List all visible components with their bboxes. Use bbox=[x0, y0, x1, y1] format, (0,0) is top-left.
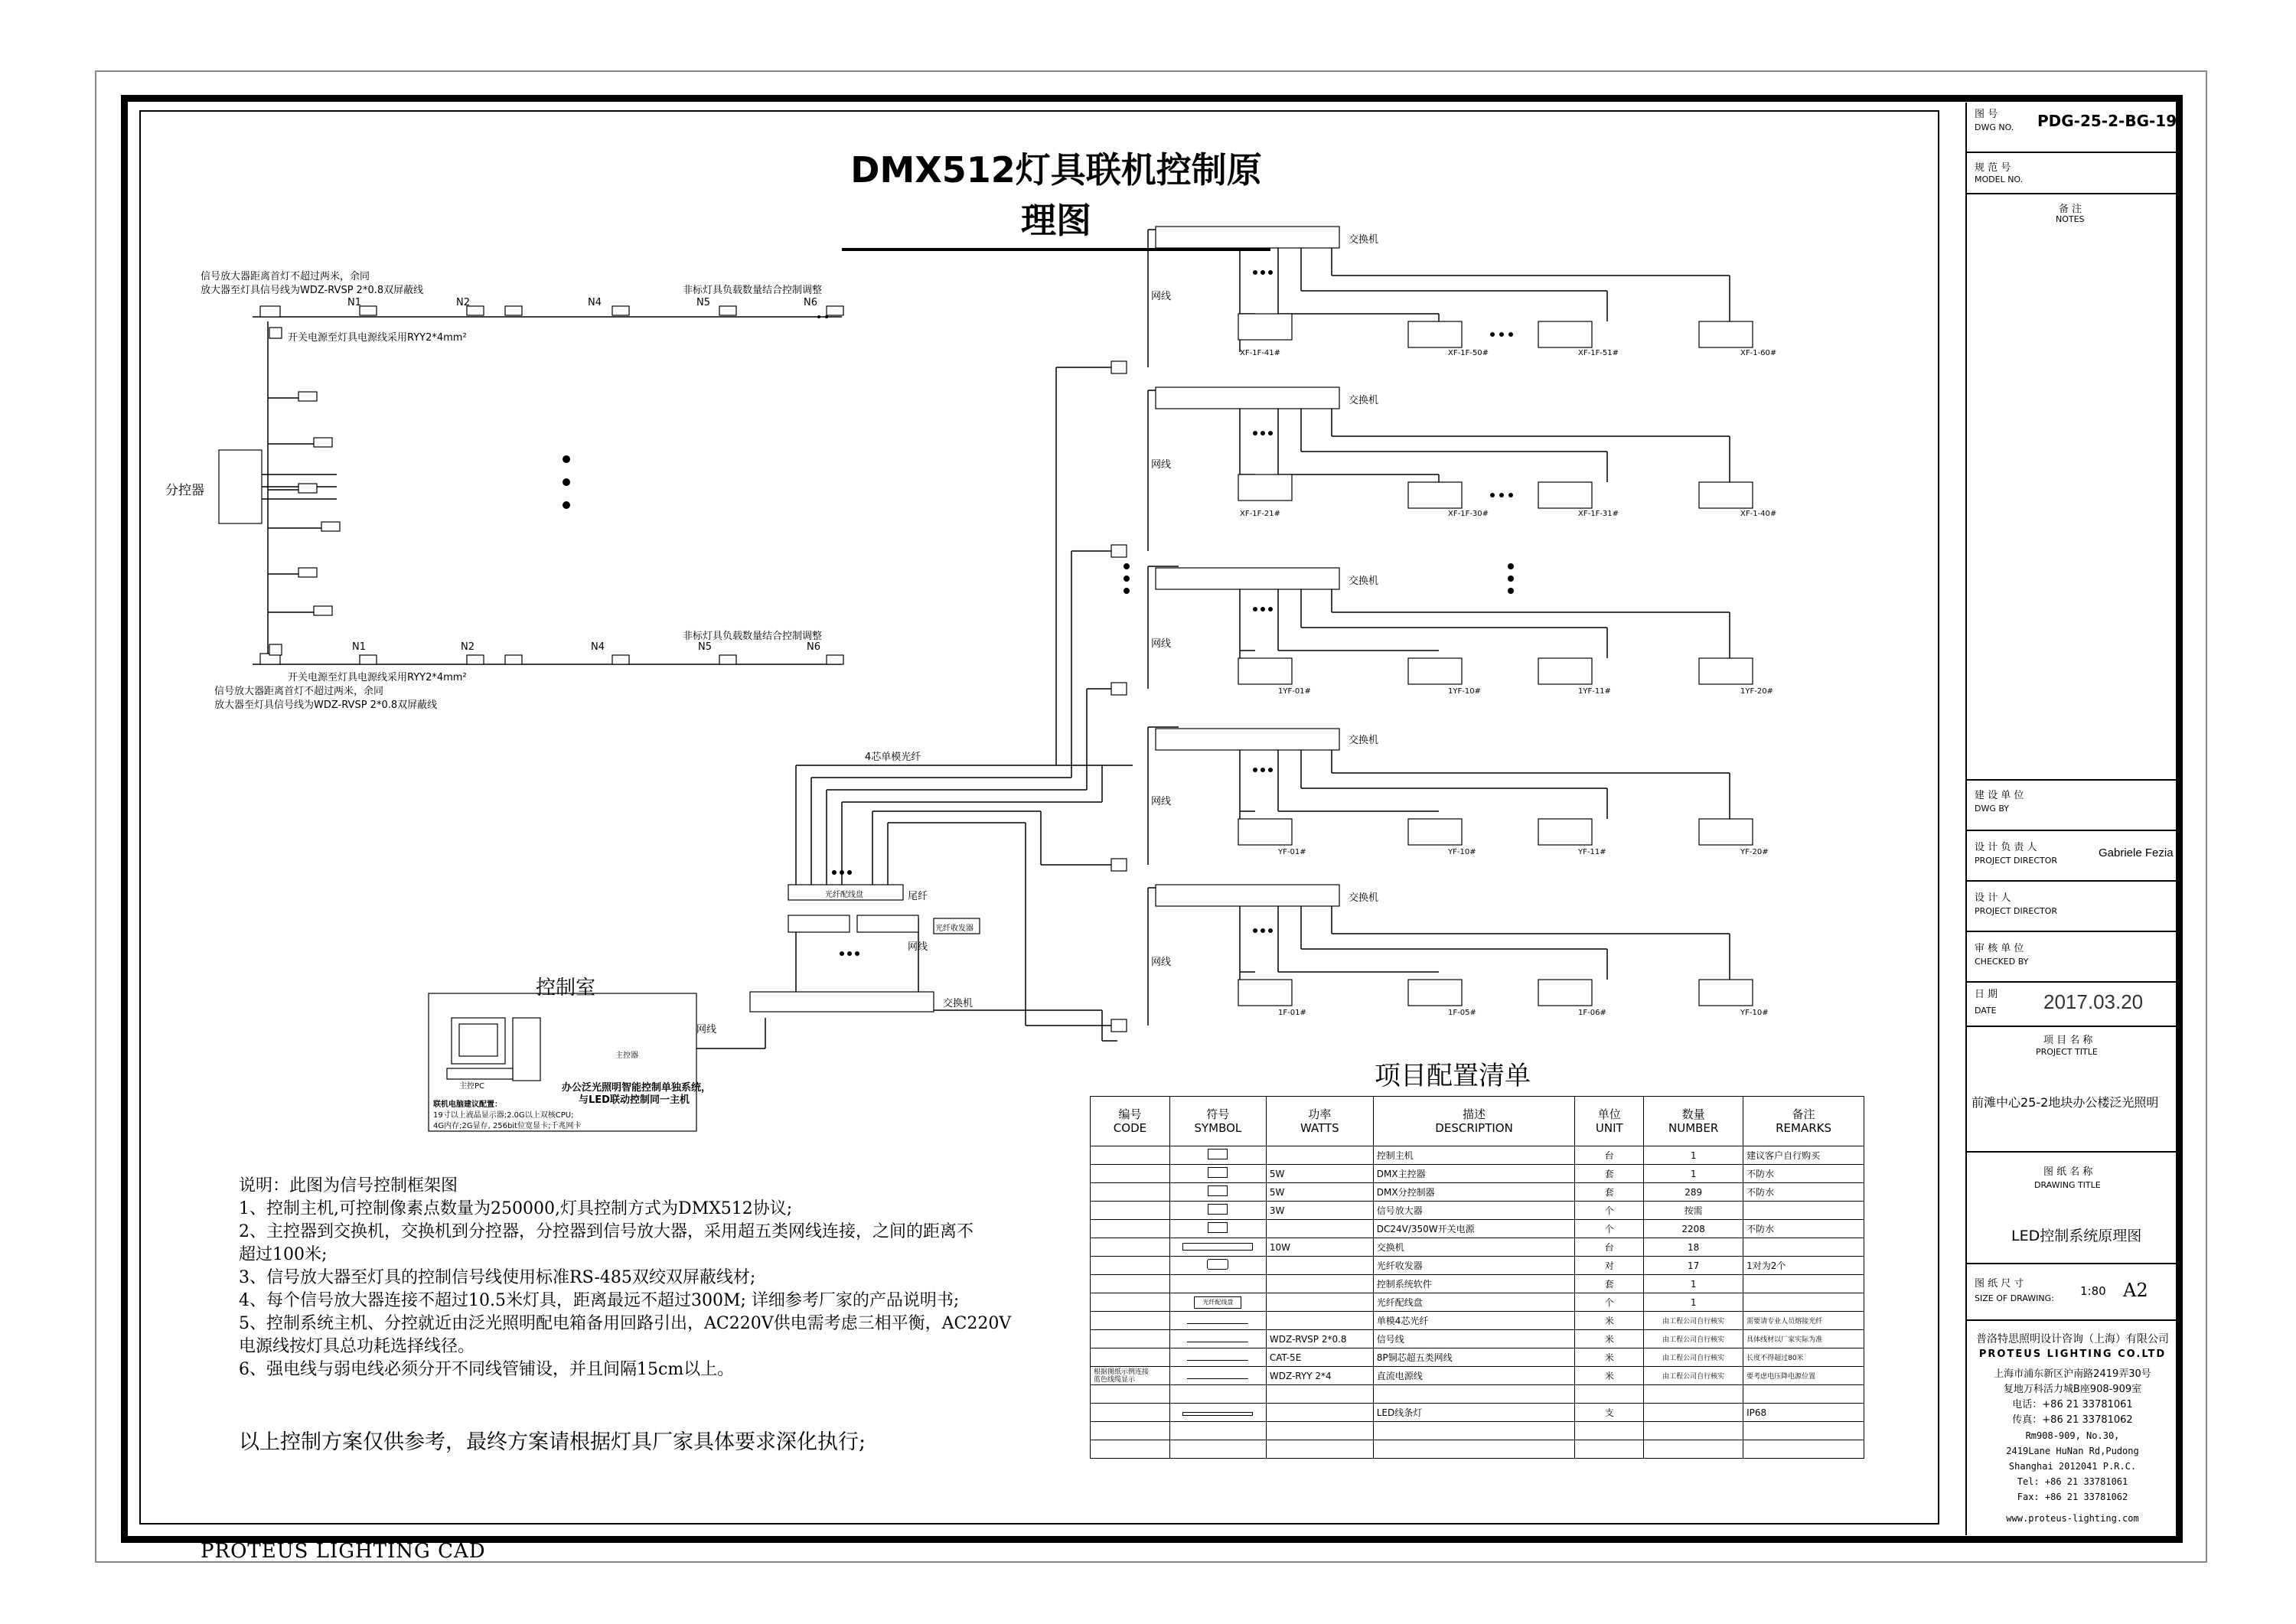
bom-unit-cell: 米 bbox=[1575, 1312, 1644, 1330]
bom-symbol-icon bbox=[1208, 1167, 1228, 1178]
bom-watts-cell bbox=[1266, 1385, 1373, 1404]
bom-remarks-cell: 需要请专业人员熔接光纤 bbox=[1743, 1312, 1864, 1330]
bom-row bbox=[1091, 1275, 1864, 1293]
top-load-note: 非标灯具负载数量结合控制调整 bbox=[683, 285, 823, 296]
switch-label: 交换机 bbox=[1349, 234, 1379, 246]
bom-desc-cell: 光纤配线盘 bbox=[1373, 1293, 1575, 1312]
tb-label: 设 计 人 bbox=[1975, 892, 2011, 904]
tb-address-cn-1: 上海市浦东新区沪南路2419弄30号 bbox=[1994, 1368, 2151, 1380]
amplifier-label: XF-1F-41# bbox=[1240, 349, 1281, 357]
tb-company-cn: 普洛特思照明设计咨询（上海）有限公司 bbox=[1976, 1333, 2169, 1345]
bom-unit-cell bbox=[1575, 1422, 1644, 1440]
amplifier-label: XF-1F-30# bbox=[1448, 510, 1489, 518]
bom-row bbox=[1091, 1202, 1864, 1220]
tail-fiber-label: 尾纤 bbox=[908, 891, 928, 902]
bom-watts-cell bbox=[1266, 1146, 1373, 1165]
bom-symbol-cell bbox=[1169, 1348, 1266, 1367]
amplifier-label: 1F-01# bbox=[1278, 1009, 1306, 1017]
bom-number-cell: 2208 bbox=[1644, 1220, 1743, 1238]
bom-row bbox=[1091, 1348, 1864, 1367]
tb-label: 备 注 bbox=[2059, 204, 2082, 215]
bom-number-cell bbox=[1644, 1422, 1743, 1440]
network-label: 网线 bbox=[1151, 638, 1172, 650]
tb-label: PROJECT DIRECTOR bbox=[1975, 856, 2058, 866]
bom-number-cell: 由工程公司自行核实 bbox=[1644, 1330, 1743, 1348]
note-line: 4、每个信号放大器连接不超过10.5米灯具，距离最远不超过300M; 详细参考厂家的产品说明书; bbox=[239, 1291, 960, 1310]
notes-heading: 说明：此图为信号控制框架图 bbox=[239, 1176, 458, 1195]
bom-unit-cell: 米 bbox=[1575, 1330, 1644, 1348]
drawing-title: DMX512灯具联机控制原理图 bbox=[842, 142, 1270, 251]
bom-number-cell: 由工程公司自行核实 bbox=[1644, 1348, 1743, 1367]
tb-drawing-title-row bbox=[1967, 1153, 2178, 1264]
bom-symbol-cell bbox=[1169, 1257, 1266, 1275]
office-note-2: 与LED联动控制同一主机 bbox=[579, 1094, 690, 1106]
bom-desc-cell: 信号放大器 bbox=[1373, 1202, 1575, 1220]
note-line: 3、信号放大器至灯具的控制信号线使用标准RS-485双绞双屏蔽线材; bbox=[239, 1268, 756, 1287]
bom-watts-cell bbox=[1266, 1293, 1373, 1312]
amplifier-label: YF-20# bbox=[1740, 848, 1769, 856]
bom-number-cell: 1 bbox=[1644, 1275, 1743, 1293]
switch-label: 交换机 bbox=[1349, 576, 1379, 587]
bom-symbol-icon: 光纤配线盘 bbox=[1194, 1296, 1241, 1309]
fiber-label: 4芯单模光纤 bbox=[865, 752, 921, 763]
note-line: 超过100米; bbox=[239, 1245, 328, 1264]
bom-symbol-cell bbox=[1169, 1422, 1266, 1440]
bom-remarks-cell: 要考虑电压降电源位置 bbox=[1743, 1367, 1864, 1385]
bom-unit-cell bbox=[1575, 1440, 1644, 1459]
tb-label: DATE bbox=[1975, 1006, 1997, 1016]
amplifier-label: 1F-05# bbox=[1448, 1009, 1476, 1017]
top-power-note: 开关电源至灯具电源线采用RYY2*4mm² bbox=[288, 332, 467, 344]
amplifier-label: XF-1-40# bbox=[1740, 510, 1777, 518]
tb-label: DWG BY bbox=[1975, 804, 2010, 814]
tb-address-en-3: Shanghai 2012041 P.R.C. bbox=[2008, 1461, 2137, 1472]
bom-number-cell: 1 bbox=[1644, 1165, 1743, 1183]
amplifier-label: YF-11# bbox=[1578, 848, 1606, 856]
bottom-n-label: N5 bbox=[698, 641, 712, 653]
tb-label: PROJECT DIRECTOR bbox=[1975, 906, 2058, 916]
bom-code-cell bbox=[1091, 1293, 1170, 1312]
bom-row bbox=[1091, 1183, 1864, 1202]
bom-symbol-icon bbox=[1182, 1412, 1253, 1416]
tb-scale: 1:80 bbox=[2080, 1284, 2106, 1298]
bom-unit-cell: 支 bbox=[1575, 1404, 1644, 1422]
bom-unit-cell bbox=[1575, 1385, 1644, 1404]
bom-remarks-cell: 不防水 bbox=[1743, 1165, 1864, 1183]
tb-date: 2017.03.20 bbox=[2043, 990, 2144, 1013]
bom-symbol-cell bbox=[1169, 1293, 1266, 1312]
tb-company-block bbox=[1967, 1321, 2178, 1528]
bom-symbol-cell bbox=[1169, 1238, 1266, 1257]
bom-unit-cell: 台 bbox=[1575, 1238, 1644, 1257]
bottom-amplifier-note-1: 信号放大器距离首灯不超过两米，余同 bbox=[214, 686, 384, 697]
bom-watts-cell bbox=[1266, 1275, 1373, 1293]
bom-symbol-cell bbox=[1169, 1385, 1266, 1404]
bom-row bbox=[1091, 1385, 1864, 1404]
tb-project-row bbox=[1967, 1027, 2178, 1153]
bom-number-cell: 289 bbox=[1644, 1183, 1743, 1202]
controller-label: 主控器 bbox=[615, 1052, 638, 1060]
bom-remarks-cell: 具体线材以厂家实际为准 bbox=[1743, 1330, 1864, 1348]
tb-fax-en: Fax: +86 21 33781062 bbox=[2017, 1492, 2128, 1502]
note-line: 1、控制主机,可控制像素点数量为250000,灯具控制方式为DMX512协议; bbox=[239, 1199, 793, 1218]
bom-remarks-cell bbox=[1743, 1293, 1864, 1312]
amplifier-label: YF-10# bbox=[1740, 1009, 1769, 1017]
tb-tel-en: Tel: +86 21 33781061 bbox=[2017, 1476, 2128, 1487]
bom-header: 备注 REMARKS bbox=[1743, 1097, 1864, 1146]
bom-number-cell: 17 bbox=[1644, 1257, 1743, 1275]
bom-remarks-cell: 1对为2个 bbox=[1743, 1257, 1864, 1275]
bom-unit-cell: 套 bbox=[1575, 1165, 1644, 1183]
bom-desc-cell: 单模4芯光纤 bbox=[1373, 1312, 1575, 1330]
bom-symbol-cell bbox=[1169, 1367, 1266, 1385]
bom-watts-cell: WDZ-RVSP 2*0.8 bbox=[1266, 1330, 1373, 1348]
bom-watts-cell bbox=[1266, 1422, 1373, 1440]
bom-row bbox=[1091, 1440, 1864, 1459]
office-note-1: 办公泛光照明智能控制单独系统， bbox=[562, 1082, 712, 1094]
amplifier-label: XF-1-60# bbox=[1740, 349, 1777, 357]
amplifier-label: YF-10# bbox=[1448, 848, 1476, 856]
tb-drawing-title: LED控制系统原理图 bbox=[2011, 1228, 2142, 1244]
splitter-label: 分控器 bbox=[165, 483, 204, 498]
switch-label: 交换机 bbox=[1349, 735, 1379, 746]
bom-header: 功率 WATTS bbox=[1266, 1097, 1373, 1146]
tb-tel-cn: 电话：+86 21 33781061 bbox=[2012, 1399, 2133, 1410]
bom-watts-cell bbox=[1266, 1312, 1373, 1330]
tb-date-row bbox=[1967, 983, 2178, 1027]
bottom-n-label: N2 bbox=[461, 641, 475, 653]
bom-code-cell bbox=[1091, 1202, 1170, 1220]
bom-desc-cell: DMX主控器 bbox=[1373, 1165, 1575, 1183]
tb-dwg-by-row bbox=[1967, 781, 2178, 831]
bom-unit-cell: 套 bbox=[1575, 1275, 1644, 1293]
bom-code-cell bbox=[1091, 1440, 1170, 1459]
switch-label: 交换机 bbox=[1349, 892, 1379, 904]
bom-code-cell bbox=[1091, 1422, 1170, 1440]
bottom-power-note: 开关电源至灯具电源线采用RYY2*4mm² bbox=[288, 672, 467, 683]
pc-spec-2: 19寸以上液晶显示器;2.0G以上双核CPU; bbox=[433, 1111, 574, 1120]
bom-number-cell: 由工程公司自行核实 bbox=[1644, 1367, 1743, 1385]
bom-body bbox=[1091, 1146, 1864, 1459]
bom-row bbox=[1091, 1422, 1864, 1440]
computer-label: 主控PC bbox=[459, 1082, 485, 1091]
bom-table bbox=[1090, 1096, 1864, 1459]
tb-dwg-no: PDG-25-2-BG-19 bbox=[2037, 112, 2177, 130]
bom-symbol-icon bbox=[1208, 1222, 1228, 1233]
bom-code-cell bbox=[1091, 1385, 1170, 1404]
bom-code-cell: 根据图纸示例连接 蓝色线缆显示 bbox=[1091, 1367, 1170, 1385]
bom-symbol-cell bbox=[1169, 1146, 1266, 1165]
bom-watts-cell bbox=[1266, 1220, 1373, 1238]
bom-symbol-icon bbox=[1208, 1149, 1228, 1159]
bom-remarks-cell: 不防水 bbox=[1743, 1183, 1864, 1202]
bom-unit-cell: 米 bbox=[1575, 1348, 1644, 1367]
control-room-label: 控制室 bbox=[536, 977, 596, 1000]
bottom-n-label: N1 bbox=[352, 641, 366, 653]
bom-desc-cell: DMX分控制器 bbox=[1373, 1183, 1575, 1202]
pc-spec-1: 联机电脑建议配置： bbox=[433, 1101, 502, 1109]
bom-desc-cell: 光纤收发器 bbox=[1373, 1257, 1575, 1275]
amplifier-label: 1YF-01# bbox=[1278, 687, 1311, 696]
tb-label: 图 纸 名 称 bbox=[2043, 1166, 2093, 1178]
bom-desc-cell: 信号线 bbox=[1373, 1330, 1575, 1348]
bom-remarks-cell: 建议客户自行购买 bbox=[1743, 1146, 1864, 1165]
note-line: 2、主控器到交换机，交换机到分控器，分控器到信号放大器，采用超五类网线连接，之间的距离不 bbox=[239, 1222, 974, 1241]
bom-symbol-icon bbox=[1187, 1323, 1248, 1324]
bom-unit-cell: 对 bbox=[1575, 1257, 1644, 1275]
bom-remarks-cell bbox=[1743, 1440, 1864, 1459]
top-n-label: N2 bbox=[456, 297, 470, 308]
bom-symbol-cell bbox=[1169, 1183, 1266, 1202]
fiber-box-label: 光纤配线盘 bbox=[825, 891, 863, 899]
bom-code-cell bbox=[1091, 1257, 1170, 1275]
note-line: 6、强电线与弱电线必须分开不同线管铺设，并且间隔15cm以上。 bbox=[239, 1360, 735, 1379]
fiber-transceiver-label: 光纤收发器 bbox=[935, 925, 974, 933]
bom-symbol-cell bbox=[1169, 1165, 1266, 1183]
bom-watts-cell: WDZ-RYY 2*4 bbox=[1266, 1367, 1373, 1385]
tb-label: SIZE OF DRAWING: bbox=[1975, 1293, 2054, 1303]
amplifier-label: XF-1F-50# bbox=[1448, 349, 1489, 357]
bom-watts-cell: 3W bbox=[1266, 1202, 1373, 1220]
tb-label: MODEL NO. bbox=[1975, 174, 2024, 184]
bom-symbol-icon bbox=[1187, 1378, 1248, 1379]
tb-checked-row bbox=[1967, 932, 2178, 983]
bom-code-cell bbox=[1091, 1146, 1170, 1165]
tb-label: 项 目 名 称 bbox=[2043, 1035, 2093, 1046]
tb-label: 设 计 负 责 人 bbox=[1975, 842, 2037, 853]
jumper-label: 网线 bbox=[908, 941, 928, 953]
bom-desc-cell: 8P铜芯超五类网线 bbox=[1373, 1348, 1575, 1367]
bom-symbol-icon bbox=[1207, 1259, 1228, 1270]
bom-unit-cell: 米 bbox=[1575, 1367, 1644, 1385]
bom-remarks-cell bbox=[1743, 1385, 1864, 1404]
bom-watts-cell: CAT-5E bbox=[1266, 1348, 1373, 1367]
bom-desc-cell: 直流电源线 bbox=[1373, 1367, 1575, 1385]
bom-watts-cell: 5W bbox=[1266, 1183, 1373, 1202]
bom-header: 单位 UNIT bbox=[1575, 1097, 1644, 1146]
tb-director-name: Gabriele Fezia bbox=[2099, 846, 2174, 859]
tb-label: 规 范 号 bbox=[1975, 162, 2011, 174]
bom-remarks-cell: 长度不得超过80米 bbox=[1743, 1348, 1864, 1367]
amplifier-label: XF-1F-21# bbox=[1240, 510, 1281, 518]
bom-row bbox=[1091, 1257, 1864, 1275]
bom-code-cell bbox=[1091, 1312, 1170, 1330]
tb-designer-row bbox=[1967, 882, 2178, 932]
bom-code-cell bbox=[1091, 1238, 1170, 1257]
amplifier-label: XF-1F-51# bbox=[1578, 349, 1619, 357]
bom-remarks-cell bbox=[1743, 1202, 1864, 1220]
bom-symbol-icon bbox=[1182, 1243, 1253, 1251]
bom-unit-cell: 个 bbox=[1575, 1202, 1644, 1220]
bom-symbol-cell bbox=[1169, 1202, 1266, 1220]
bom-remarks-cell: IP68 bbox=[1743, 1404, 1864, 1422]
amplifier-label: 1YF-20# bbox=[1740, 687, 1773, 696]
bom-header-row bbox=[1091, 1097, 1864, 1146]
bom-unit-cell: 套 bbox=[1575, 1183, 1644, 1202]
note-line: 电源线按灯具总功耗选择线径。 bbox=[239, 1337, 475, 1356]
tb-label: CHECKED BY bbox=[1975, 957, 2029, 967]
bom-header: 描述 DESCRIPTION bbox=[1373, 1097, 1575, 1146]
bom-number-cell: 1 bbox=[1644, 1146, 1743, 1165]
title-block bbox=[1965, 103, 2178, 1535]
bom-desc-cell: DC24V/350W开关电源 bbox=[1373, 1220, 1575, 1238]
tb-label: DRAWING TITLE bbox=[2034, 1180, 2101, 1190]
bom-number-cell bbox=[1644, 1385, 1743, 1404]
top-amplifier-note-1: 信号放大器距离首灯不超过两米，余同 bbox=[201, 271, 370, 282]
bom-remarks-cell: 不防水 bbox=[1743, 1220, 1864, 1238]
tb-label: DWG NO. bbox=[1975, 122, 2014, 132]
network-label: 网线 bbox=[1151, 459, 1172, 471]
top-n-label: N5 bbox=[696, 297, 710, 308]
bom-code-cell bbox=[1091, 1220, 1170, 1238]
top-n-label: N1 bbox=[347, 297, 361, 308]
bom-code-cell bbox=[1091, 1183, 1170, 1202]
top-n-label: N4 bbox=[588, 297, 602, 308]
bom-row bbox=[1091, 1220, 1864, 1238]
tb-website: www.proteus-lighting.com bbox=[2006, 1513, 2139, 1524]
tb-fax-cn: 传真：+86 21 33781062 bbox=[2012, 1414, 2133, 1426]
bottom-load-note: 非标灯具负载数量结合控制调整 bbox=[683, 631, 823, 642]
tb-label: NOTES bbox=[2056, 214, 2085, 224]
tb-address-cn-2: 复地万科活力城B座908-909室 bbox=[2003, 1384, 2142, 1395]
bom-code-cell bbox=[1091, 1348, 1170, 1367]
bom-watts-cell: 5W bbox=[1266, 1165, 1373, 1183]
bom-code-cell bbox=[1091, 1275, 1170, 1293]
bom-watts-cell bbox=[1266, 1404, 1373, 1422]
tb-label: 审 核 单 位 bbox=[1975, 943, 2024, 954]
bom-row bbox=[1091, 1238, 1864, 1257]
bom-code-cell bbox=[1091, 1330, 1170, 1348]
notes-final: 以上控制方案仅供参考，最终方案请根据灯具厂家具体要求深化执行; bbox=[239, 1430, 866, 1454]
network-label: 网线 bbox=[1151, 796, 1172, 807]
bom-number-cell bbox=[1644, 1404, 1743, 1422]
bom-desc-cell: 控制系统软件 bbox=[1373, 1275, 1575, 1293]
tb-address-en-1: Rm908-909, No.30, bbox=[2025, 1430, 2120, 1441]
bom-header: 编号 CODE bbox=[1091, 1097, 1170, 1146]
note-line: 5、控制系统主机、分控就近由泛光照明配电箱备用回路引出，AC220V供电需考虑三相平衡，AC220V bbox=[239, 1314, 1012, 1333]
network-label: 网线 bbox=[1151, 291, 1172, 302]
bom-desc-cell bbox=[1373, 1422, 1575, 1440]
network-label: 网线 bbox=[1151, 957, 1172, 968]
bom-desc-cell bbox=[1373, 1385, 1575, 1404]
bom-row bbox=[1091, 1404, 1864, 1422]
top-n-label: N6 bbox=[804, 297, 817, 308]
tb-director-row bbox=[1967, 831, 2178, 882]
tb-label: 图 纸 尺 寸 bbox=[1975, 1278, 2024, 1290]
tb-address-en-2: 2419Lane HuNan Rd,Pudong bbox=[2006, 1446, 2139, 1456]
bom-number-cell: 由工程公司自行核实 bbox=[1644, 1312, 1743, 1330]
bom-unit-cell: 台 bbox=[1575, 1146, 1644, 1165]
bom-header: 符号 SYMBOL bbox=[1169, 1097, 1266, 1146]
tb-project-title: 前滩中心25-2地块办公楼泛光照明 bbox=[1971, 1095, 2159, 1110]
bom-row bbox=[1091, 1330, 1864, 1348]
bom-symbol-cell bbox=[1169, 1404, 1266, 1422]
switch-label: 交换机 bbox=[943, 998, 974, 1009]
bottom-amplifier-note-2: 放大器至灯具信号线为WDZ-RVSP 2*0.8双屏蔽线 bbox=[214, 699, 438, 711]
bom-symbol-icon bbox=[1208, 1185, 1228, 1196]
network-label: 网线 bbox=[696, 1024, 717, 1035]
tb-notes-row bbox=[1967, 194, 2178, 781]
bom-number-cell: 1 bbox=[1644, 1293, 1743, 1312]
bom-title: 项目配置清单 bbox=[1375, 1061, 1531, 1091]
pc-spec-3: 4G内存;2G显存, 256bit位宽显卡;千兆网卡 bbox=[433, 1122, 582, 1130]
amplifier-label: 1YF-10# bbox=[1448, 687, 1481, 696]
bom-desc-cell: 控制主机 bbox=[1373, 1146, 1575, 1165]
bom-code-cell bbox=[1091, 1404, 1170, 1422]
tb-dwg-no-row bbox=[1967, 103, 2178, 153]
bom-watts-cell: 10W bbox=[1266, 1238, 1373, 1257]
bom-watts-cell bbox=[1266, 1257, 1373, 1275]
switch-label: 交换机 bbox=[1349, 395, 1379, 406]
amplifier-label: YF-01# bbox=[1278, 848, 1306, 856]
amplifier-label: XF-1F-31# bbox=[1578, 510, 1619, 518]
amplifier-label: 1YF-11# bbox=[1578, 687, 1611, 696]
bom-remarks-cell bbox=[1743, 1422, 1864, 1440]
tb-model-row bbox=[1967, 153, 2178, 194]
cad-brand-footer: PROTEUS LIGHTING CAD bbox=[201, 1540, 486, 1563]
tb-size: A2 bbox=[2123, 1280, 2148, 1301]
tb-label: 建 设 单 位 bbox=[1975, 790, 2024, 801]
bom-symbol-cell bbox=[1169, 1330, 1266, 1348]
tb-company-en: PROTEUS LIGHTING CO.LTD bbox=[1978, 1348, 2167, 1360]
bom-symbol-cell bbox=[1169, 1312, 1266, 1330]
bom-symbol-cell bbox=[1169, 1440, 1266, 1459]
bom-remarks-cell bbox=[1743, 1275, 1864, 1293]
bom-number-cell: 按需 bbox=[1644, 1202, 1743, 1220]
bom-unit-cell: 个 bbox=[1575, 1293, 1644, 1312]
bom-row bbox=[1091, 1293, 1864, 1312]
tb-label: PROJECT TITLE bbox=[2036, 1047, 2098, 1057]
bottom-n-label: N4 bbox=[591, 641, 605, 653]
bom-row bbox=[1091, 1146, 1864, 1165]
tb-label: 图 号 bbox=[1975, 109, 1998, 120]
bom-remarks-cell bbox=[1743, 1238, 1864, 1257]
amplifier-label: 1F-06# bbox=[1578, 1009, 1606, 1017]
bom-desc-cell: 交换机 bbox=[1373, 1238, 1575, 1257]
bom-code-cell bbox=[1091, 1165, 1170, 1183]
bom-desc-cell: LED线条灯 bbox=[1373, 1404, 1575, 1422]
bom-number-cell bbox=[1644, 1440, 1743, 1459]
tb-size-row bbox=[1967, 1264, 2178, 1321]
bom-number-cell: 18 bbox=[1644, 1238, 1743, 1257]
bom-row bbox=[1091, 1165, 1864, 1183]
bottom-n-label: N6 bbox=[807, 641, 820, 653]
top-amplifier-note-2: 放大器至灯具信号线为WDZ-RVSP 2*0.8双屏蔽线 bbox=[201, 285, 424, 296]
bom-header: 数量 NUMBER bbox=[1644, 1097, 1743, 1146]
bom-symbol-icon bbox=[1187, 1360, 1248, 1361]
bom-desc-cell bbox=[1373, 1440, 1575, 1459]
bom-symbol-icon bbox=[1208, 1204, 1228, 1215]
bom-row bbox=[1091, 1367, 1864, 1385]
bom-symbol-cell bbox=[1169, 1220, 1266, 1238]
bom-watts-cell bbox=[1266, 1440, 1373, 1459]
tb-label: 日 期 bbox=[1975, 989, 1998, 1000]
bom-row bbox=[1091, 1312, 1864, 1330]
bom-symbol-cell bbox=[1169, 1275, 1266, 1293]
bom-unit-cell: 个 bbox=[1575, 1220, 1644, 1238]
